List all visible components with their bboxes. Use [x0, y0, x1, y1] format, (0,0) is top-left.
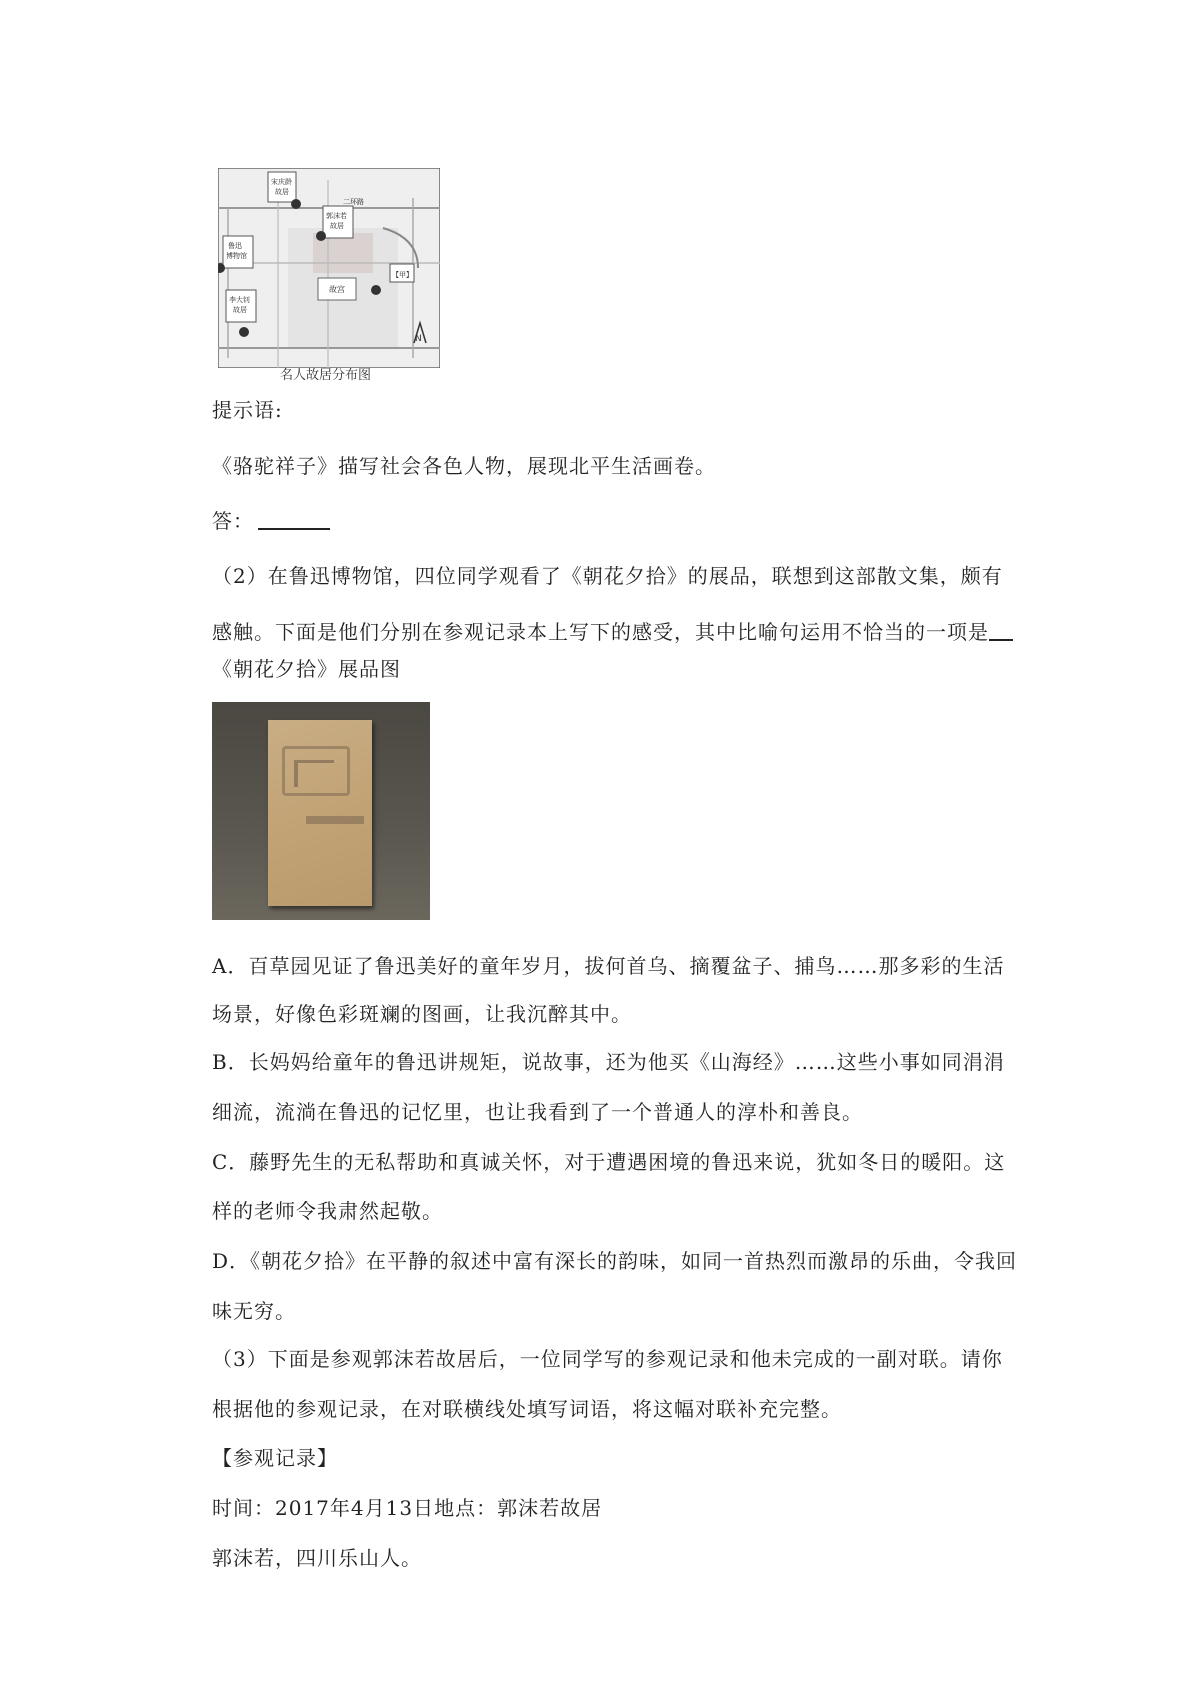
- svg-text:博物馆: 博物馆: [226, 252, 247, 260]
- q2-line2: 感触。下面是他们分别在参观记录本上写下的感受，其中比喻句运用不恰当的一项是: [212, 620, 989, 644]
- label-song: 宋庆龄: [271, 178, 292, 186]
- option-c-line2: 样的老师令我肃然起敬。: [212, 1199, 443, 1223]
- q3-line1: （3）下面是参观郭沫若故居后，一位同学写的参观记录和他未完成的一副对联。请你: [212, 1347, 1003, 1371]
- label-road: 二环路: [343, 198, 364, 206]
- celebrity-residence-map: [218, 168, 440, 383]
- option-b-line2: 细流，流淌在鲁迅的记忆里，也让我看到了一个普通人的淳朴和善良。: [212, 1100, 863, 1124]
- cover-calligraphy-stroke: [294, 760, 334, 787]
- option-c-line1: C．藤野先生的无私帮助和真诚关怀，对于遭遇困境的鲁迅来说，犹如冬日的暖阳。这: [212, 1150, 1006, 1174]
- q2-line2-wrap: [212, 618, 1013, 646]
- option-a-line1: A．百草园见证了鲁迅美好的童年岁月，拔何首乌、摘覆盆子、捕鸟……那多彩的生活: [212, 954, 1005, 978]
- option-b-line1: B．长妈妈给童年的鲁迅讲规矩，说故事，还为他买《山海经》……这些小事如同涓涓: [212, 1050, 1005, 1074]
- label-gugong: 故宫: [329, 285, 345, 294]
- q3-line2: 根据他的参观记录，在对联横线处填写词语，将这幅对联补充完整。: [212, 1397, 842, 1421]
- svg-text:故居: 故居: [275, 188, 289, 196]
- book-cover: [268, 720, 372, 906]
- svg-text:N: N: [415, 334, 422, 344]
- hint-text: 《骆驼祥子》描写社会各色人物，展现北平生活画卷。: [212, 454, 716, 478]
- label-li: 李大钊: [229, 296, 250, 304]
- book-exhibit-photo: [212, 702, 430, 920]
- label-lu: 鲁迅: [228, 242, 242, 250]
- q2-line1: （2）在鲁迅博物馆，四位同学观看了《朝花夕拾》的展品，联想到这部散文集，颇有: [212, 564, 1003, 588]
- hint-label: 提示语:: [212, 398, 283, 422]
- option-d-line2: 味无穷。: [212, 1299, 296, 1323]
- option-a-line2: 场景，好像色彩斑斓的图画，让我沉醉其中。: [212, 1002, 632, 1026]
- label-jia: 【甲】: [392, 271, 413, 279]
- cover-author-mark: [306, 816, 364, 824]
- map-graphic: [218, 168, 440, 368]
- q2-answer-blank[interactable]: [989, 619, 1013, 641]
- record-title: 【参观记录】: [212, 1446, 338, 1470]
- record-bio: 郭沫若，四川乐山人。: [212, 1546, 422, 1570]
- label-guo: 郭沫若: [326, 212, 347, 220]
- record-time-place: 时间：2017年4月13日地点：郭沫若故居: [212, 1496, 603, 1520]
- svg-text:故居: 故居: [233, 306, 247, 314]
- option-d-line1: D．《朝花夕拾》在平静的叙述中富有深长的韵味，如同一首热烈而激昂的乐曲，令我回: [212, 1249, 1018, 1273]
- answer-line: [212, 507, 330, 535]
- photo-caption: 《朝花夕拾》展品图: [212, 657, 401, 681]
- map-caption: 名人故居分布图: [280, 368, 372, 383]
- svg-text:故居: 故居: [330, 222, 344, 230]
- answer-label: 答：: [212, 509, 254, 533]
- answer-blank[interactable]: [258, 508, 330, 530]
